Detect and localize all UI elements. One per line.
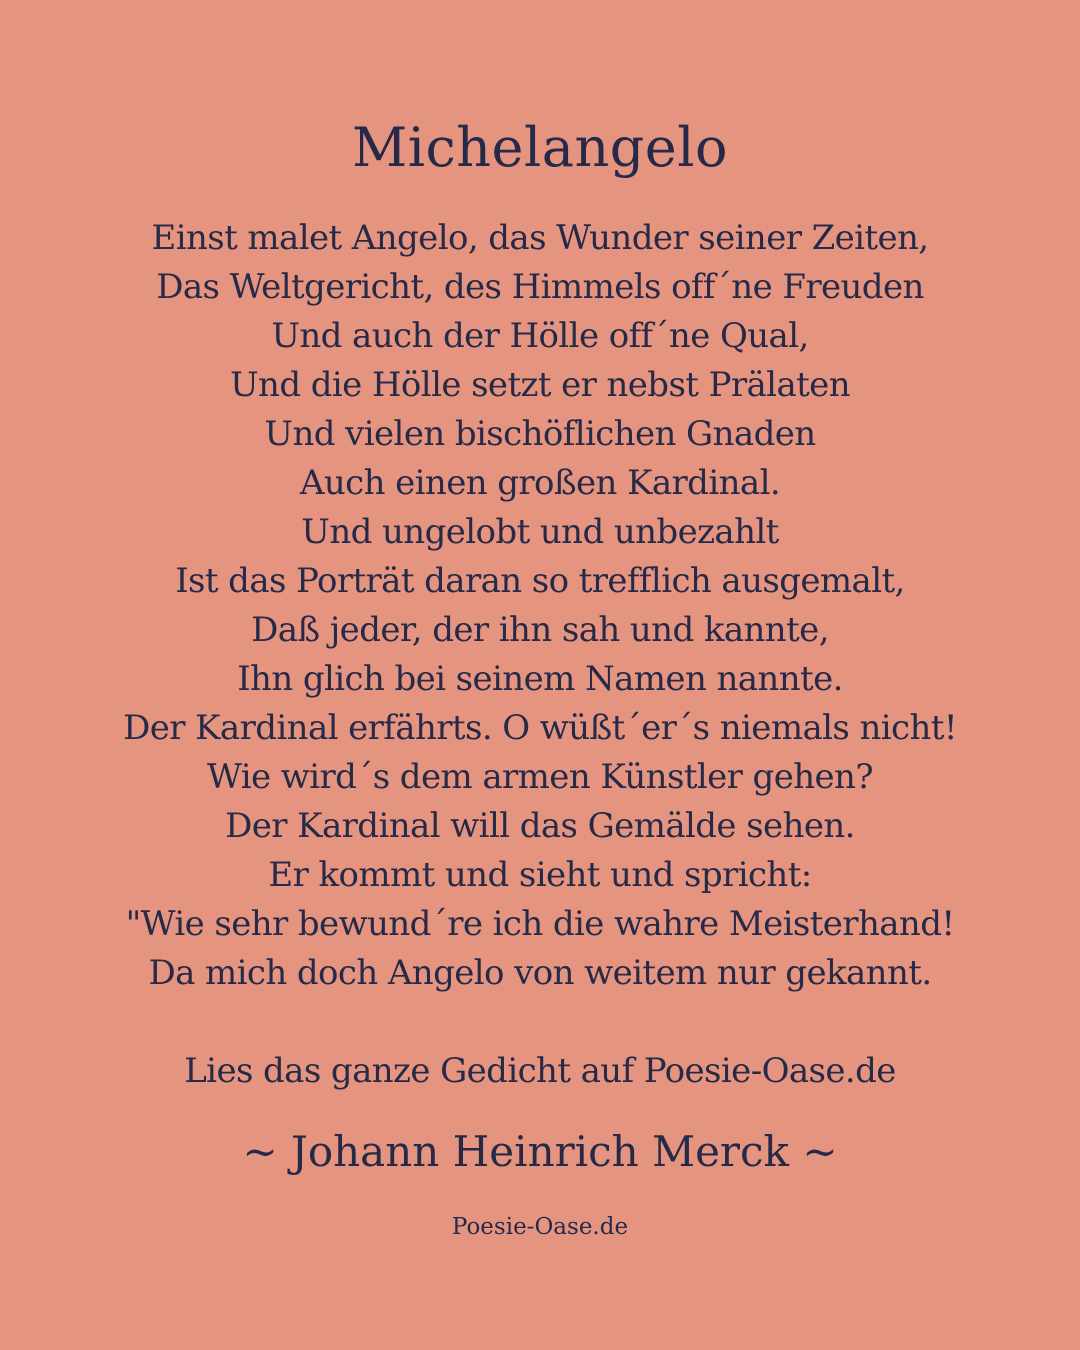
poem-line: Und auch der Hölle off´ne Qual, xyxy=(271,316,809,356)
poem-line: "Wie sehr bewund´re ich die wahre Meisterhand! xyxy=(125,904,955,944)
poem-line: Ihn glich bei seinem Namen nannte. xyxy=(237,659,843,699)
poem-author: ~ Johann Heinrich Merck ~ xyxy=(242,1127,838,1176)
poem-line: Einst malet Angelo, das Wunder seiner Zeiten, xyxy=(151,218,929,258)
poem-line: Das Weltgericht, des Himmels off´ne Freuden xyxy=(156,267,924,307)
poem-line: Der Kardinal will das Gemälde sehen. xyxy=(225,806,855,846)
poem-line: Wie wird´s dem armen Künstler gehen? xyxy=(207,757,873,797)
poem-line: Daß jeder, der ihn sah und kannte, xyxy=(251,610,829,650)
poem-line: Und vielen bischöflichen Gnaden xyxy=(264,414,816,454)
poem-line: Auch einen großen Kardinal. xyxy=(299,463,781,503)
poem-line: Er kommt und sieht und spricht: xyxy=(268,855,812,895)
poem-line: Da mich doch Angelo von weitem nur gekannt. xyxy=(148,953,932,993)
read-full-poem-text: Lies das ganze Gedicht auf Poesie-Oase.de xyxy=(184,1051,896,1091)
poem-body xyxy=(0,214,1080,998)
poem-line: Ist das Porträt daran so trefflich ausgemalt, xyxy=(175,561,905,601)
poem-line: Und die Hölle setzt er nebst Prälaten xyxy=(229,365,850,405)
site-watermark: Poesie-Oase.de xyxy=(451,1214,629,1240)
poem-line: Und ungelobt und unbezahlt xyxy=(301,512,779,552)
poem-title: Michelangelo xyxy=(351,116,729,179)
poem-line: Der Kardinal erfährts. O wüßt´er´s niemals nicht! xyxy=(123,708,957,748)
